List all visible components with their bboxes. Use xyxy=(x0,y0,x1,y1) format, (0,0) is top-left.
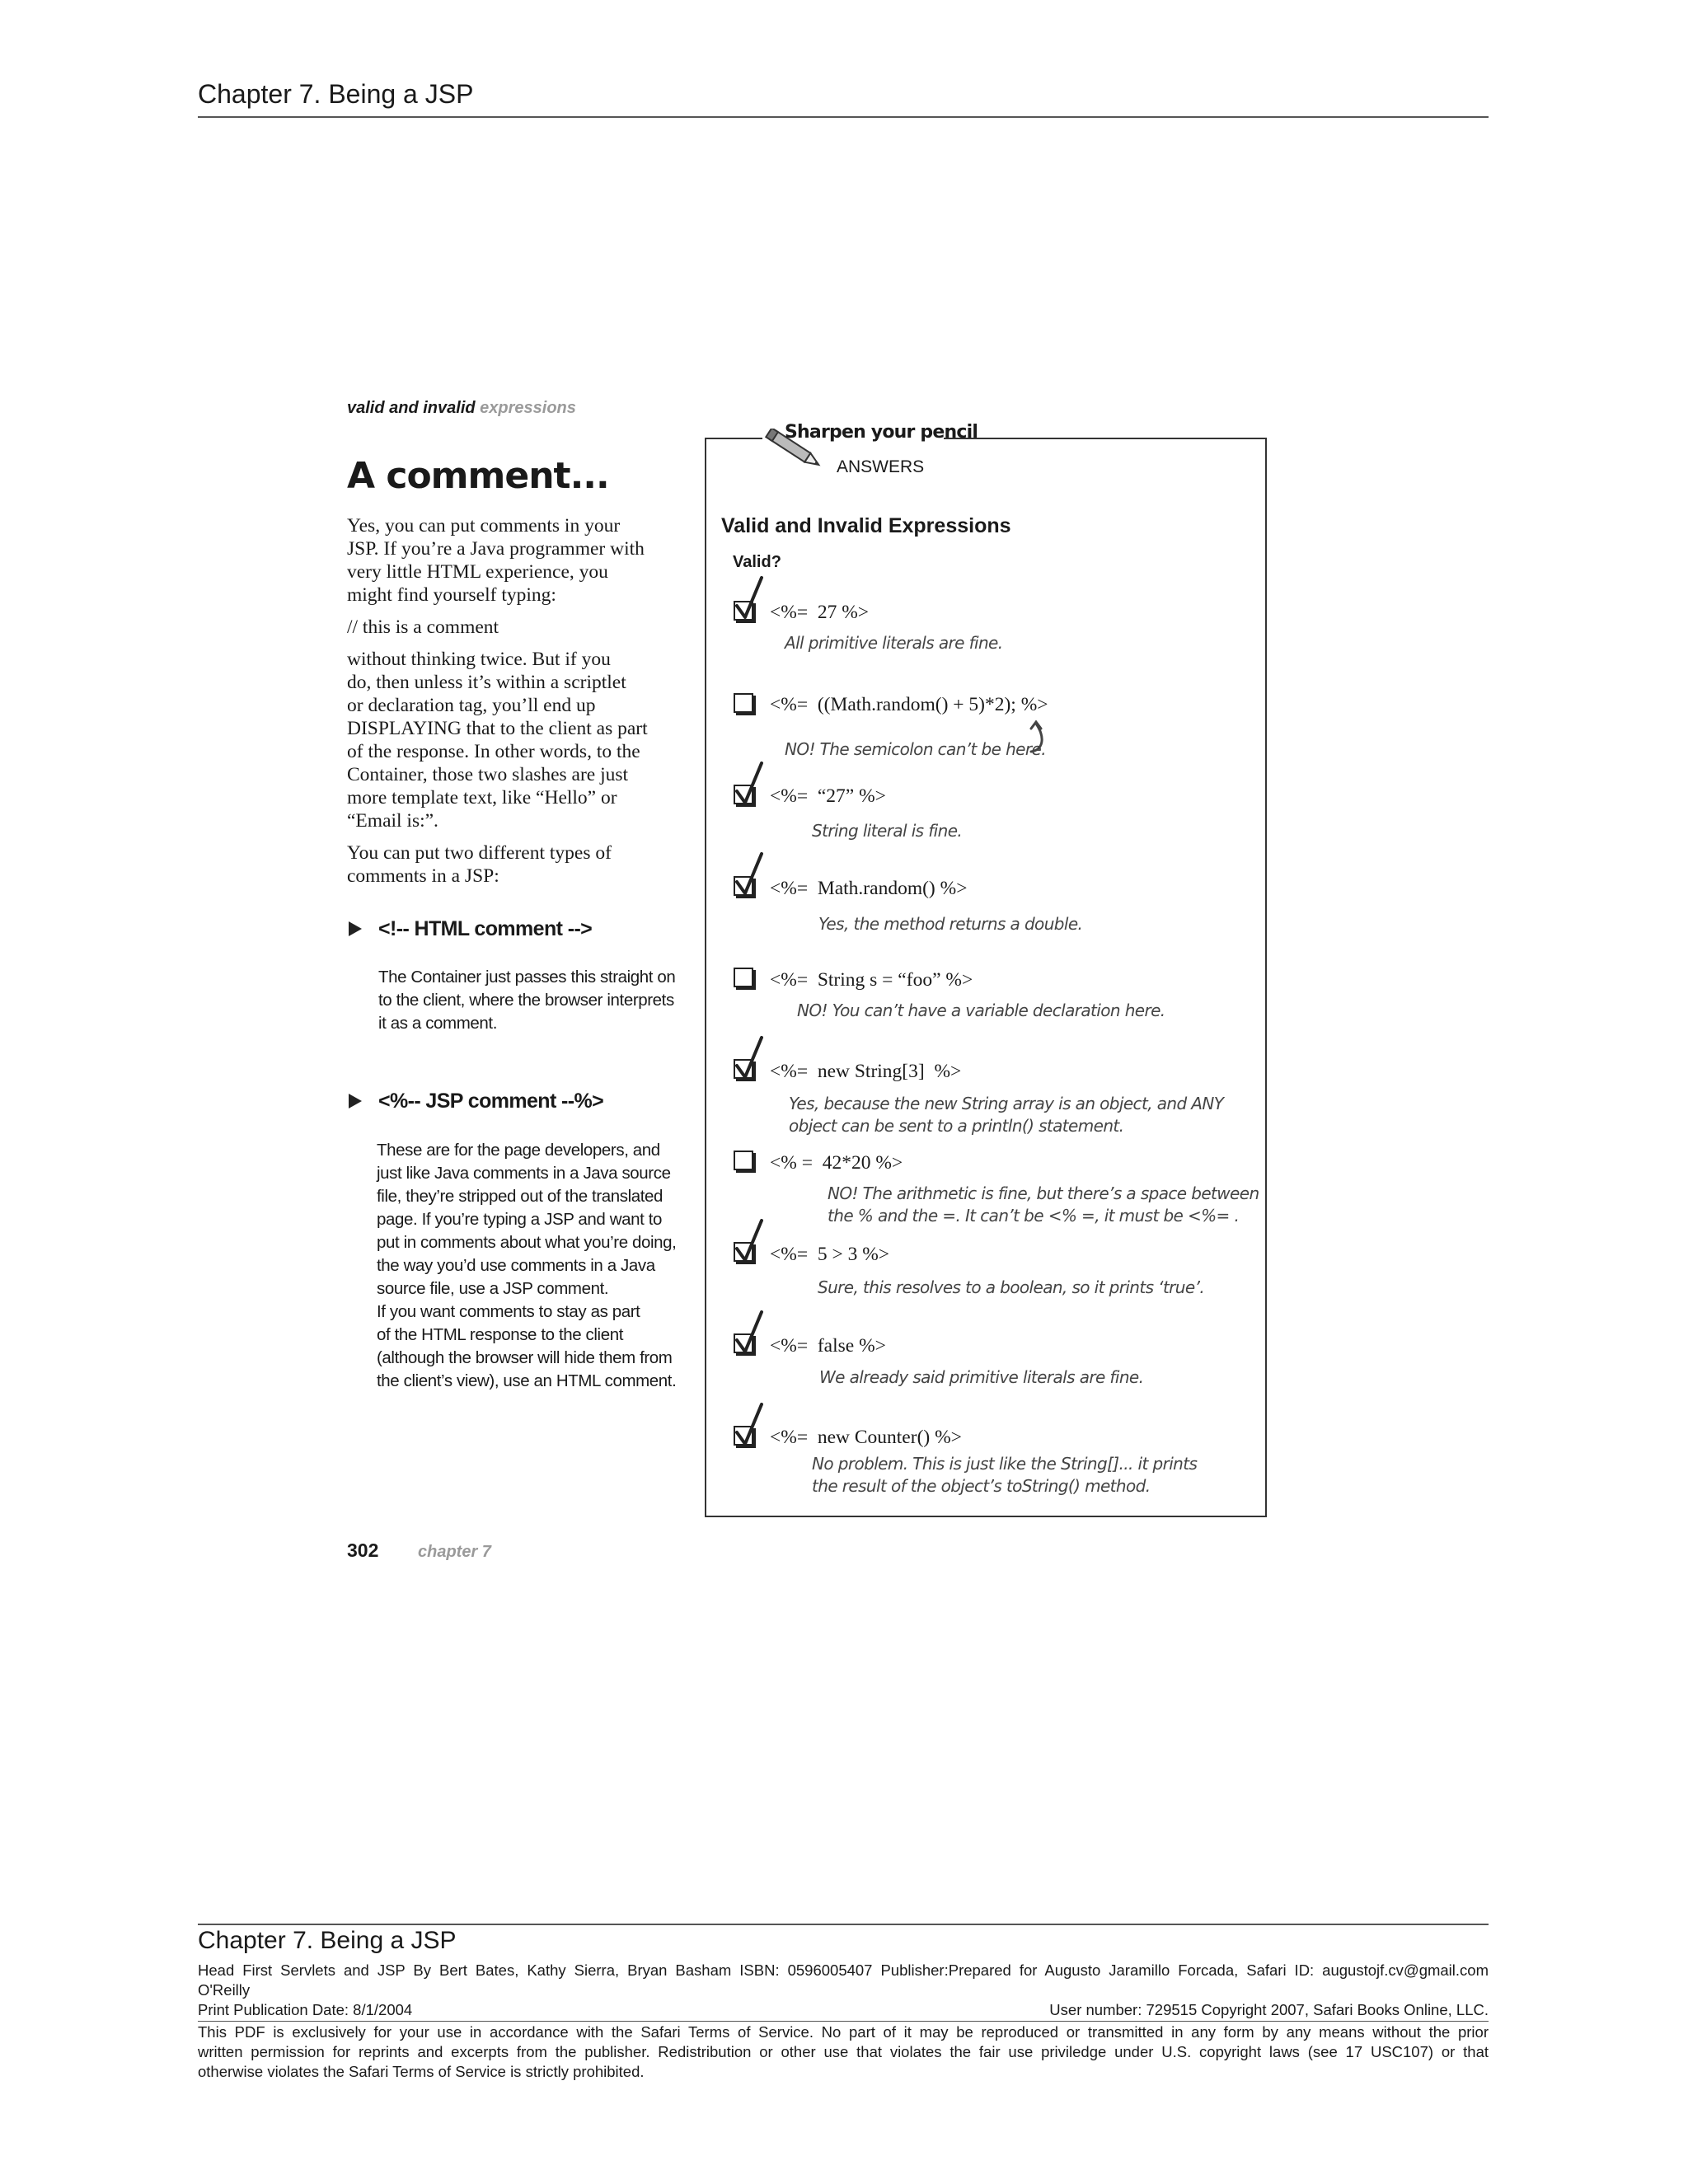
valid-column-label: Valid? xyxy=(733,553,781,571)
answer-note: All primitive literals are fine. xyxy=(785,633,1003,653)
text-line: Container, those two slashes are just xyxy=(347,764,629,785)
header-rule xyxy=(198,116,1489,118)
footer-mid-rule xyxy=(198,2021,1489,2022)
chapter-header-title: Chapter 7. Being a JSP xyxy=(198,79,474,109)
checkmark-icon xyxy=(734,760,767,808)
legal-line: written permission for reprints and excerpts from the publisher. Redistribution or other use that violates the fair use priviledge under U.S. copyright laws (see 17 USC107) or that xyxy=(198,2043,1489,2060)
expression-code: <%= new String[3] %> xyxy=(770,1061,962,1082)
checkmark-icon xyxy=(734,1309,767,1357)
checkmark-icon xyxy=(734,574,767,622)
box-title: Valid and Invalid Expressions xyxy=(721,514,1011,537)
expression-code: <%= “27” %> xyxy=(770,785,886,807)
answer-note: Sure, this resolves to a boolean, so it prints ‘true’. xyxy=(818,1277,1205,1297)
checkbox xyxy=(734,968,753,987)
text-line: or declaration tag, you’ll end up xyxy=(347,695,596,716)
expression-code: <%= ((Math.random() + 5)*2); %> xyxy=(770,694,1048,715)
text-line: “Email is:”. xyxy=(347,810,438,832)
section-label-bold: valid and invalid xyxy=(347,399,476,417)
text-line: of the HTML response to the client xyxy=(377,1325,623,1344)
jsp-comment-heading-text: <%-- JSP comment --%> xyxy=(378,1090,604,1113)
text-line: Yes, you can put comments in your xyxy=(347,515,621,537)
text-line: more template text, like “Hello” or xyxy=(347,787,617,808)
answer-note: NO! The arithmetic is fine, but there’s a space between the % and the =. It can’t be <% =, it must be <%= . xyxy=(828,1183,1259,1226)
answer-note: String literal is fine. xyxy=(812,821,963,841)
expression-code: <%= false %> xyxy=(770,1335,886,1357)
body-paragraph xyxy=(347,648,648,832)
footer-pub-date: Print Publication Date: 8/1/2004 xyxy=(198,2001,413,2018)
footer-top-rule xyxy=(198,1924,1489,1925)
curved-arrow-icon xyxy=(1026,719,1049,755)
text-line: the client’s view), use an HTML comment. xyxy=(377,1371,677,1390)
legal-line: otherwise violates the Safari Terms of Service is strictly prohibited. xyxy=(198,2063,645,2080)
answer-note: We already said primitive literals are fine. xyxy=(819,1367,1144,1387)
text-line: The Container just passes this straight on xyxy=(378,968,676,987)
checkbox xyxy=(734,693,753,713)
text-line: to the client, where the browser interprets xyxy=(378,991,674,1010)
answer-note: NO! The semicolon can’t be here. xyxy=(785,739,1046,759)
text-line: You can put two different types of xyxy=(347,842,612,864)
html-comment-description xyxy=(378,966,675,1035)
answer-note: Yes, because the new String array is an object, and ANY object can be sent to a println() statement. xyxy=(789,1094,1224,1136)
checkmark-icon xyxy=(734,851,767,898)
jsp-comment-description xyxy=(377,1139,676,1393)
code-comment-example: // this is a comment xyxy=(347,616,499,638)
answers-label: ANSWERS xyxy=(837,457,925,476)
section-label-grey: expressions xyxy=(480,399,576,417)
expression-code: <%= 27 %> xyxy=(770,602,870,623)
text-line: of the response. In other words, to the xyxy=(347,741,640,762)
text-line: DISPLAYING that to the client as part xyxy=(347,718,648,739)
legal-line: This PDF is exclusively for your use in accordance with the Safari Terms of Service. No part of it may be reproduced or transmitted in any form by any means without the prior xyxy=(198,2023,1489,2041)
checkmark-icon xyxy=(734,1401,767,1449)
expression-code: <%= 5 > 3 %> xyxy=(770,1244,890,1265)
footer-title: Chapter 7. Being a JSP xyxy=(198,1927,457,1954)
text-line: (although the browser will hide them from xyxy=(377,1348,673,1367)
text-line: it as a comment. xyxy=(378,1014,497,1033)
text-line: page. If you’re typing a JSP and want to xyxy=(377,1210,663,1229)
text-line: put in comments about what you’re doing, xyxy=(377,1233,677,1252)
answer-note: NO! You can’t have a variable declaration here. xyxy=(797,1001,1165,1020)
jsp-comment-heading xyxy=(349,1090,603,1113)
expression-code: <% = 42*20 %> xyxy=(770,1152,903,1174)
text-line: without thinking twice. But if you xyxy=(347,649,611,670)
text-line: just like Java comments in a Java source xyxy=(377,1164,671,1183)
checkmark-icon xyxy=(734,1217,767,1265)
checkbox xyxy=(734,1151,753,1170)
footer-publisher: O'Reilly xyxy=(198,1981,251,1999)
footer-book-line: Head First Servlets and JSP By Bert Bates, Kathy Sierra, Bryan Basham ISBN: 0596005407 Publisher:Prepared for Augusto Jaramillo Forcada, Safari ID: augustojf.cv@gmail.com xyxy=(198,1961,1489,1979)
chapter-reference: chapter 7 xyxy=(418,1543,491,1561)
expression-code: <%= Math.random() %> xyxy=(770,878,968,899)
sharpen-pencil-title: Sharpen your pencil xyxy=(785,422,978,443)
text-line: These are for the page developers, and xyxy=(377,1141,660,1160)
page-number: 302 xyxy=(347,1540,379,1561)
triangle-bullet-icon xyxy=(349,1094,362,1108)
text-line: If you want comments to stay as part xyxy=(377,1302,640,1321)
main-heading: A comment... xyxy=(347,455,609,497)
text-line: comments in a JSP: xyxy=(347,865,499,887)
text-line: JSP. If you’re a Java programmer with xyxy=(347,538,645,560)
footer-user-line: User number: 729515 Copyright 2007, Safari Books Online, LLC. xyxy=(1049,2001,1489,2018)
html-comment-heading-text: <!-- HTML comment --> xyxy=(378,917,593,940)
text-line: might find yourself typing: xyxy=(347,584,556,606)
triangle-bullet-icon xyxy=(349,921,362,936)
text-line: the way you’d use comments in a Java xyxy=(377,1256,655,1275)
expression-code: <%= String s = “foo” %> xyxy=(770,969,973,991)
footer-legal-text xyxy=(198,2022,1489,2082)
expression-code: <%= new Counter() %> xyxy=(770,1427,962,1448)
checkmark-icon xyxy=(734,1034,767,1082)
text-line: source file, use a JSP comment. xyxy=(377,1279,609,1298)
text-line: file, they’re stripped out of the translated xyxy=(377,1187,663,1206)
intro-paragraph xyxy=(347,514,645,607)
answer-note: No problem. This is just like the String[]... it prints the result of the object’s toString() method. xyxy=(812,1454,1198,1496)
text-line: very little HTML experience, you xyxy=(347,561,608,583)
section-label xyxy=(347,399,576,418)
types-paragraph xyxy=(347,841,612,888)
text-line: do, then unless it’s within a scriptlet xyxy=(347,672,626,693)
answer-note: Yes, the method returns a double. xyxy=(818,914,1083,934)
html-comment-heading xyxy=(349,917,592,941)
